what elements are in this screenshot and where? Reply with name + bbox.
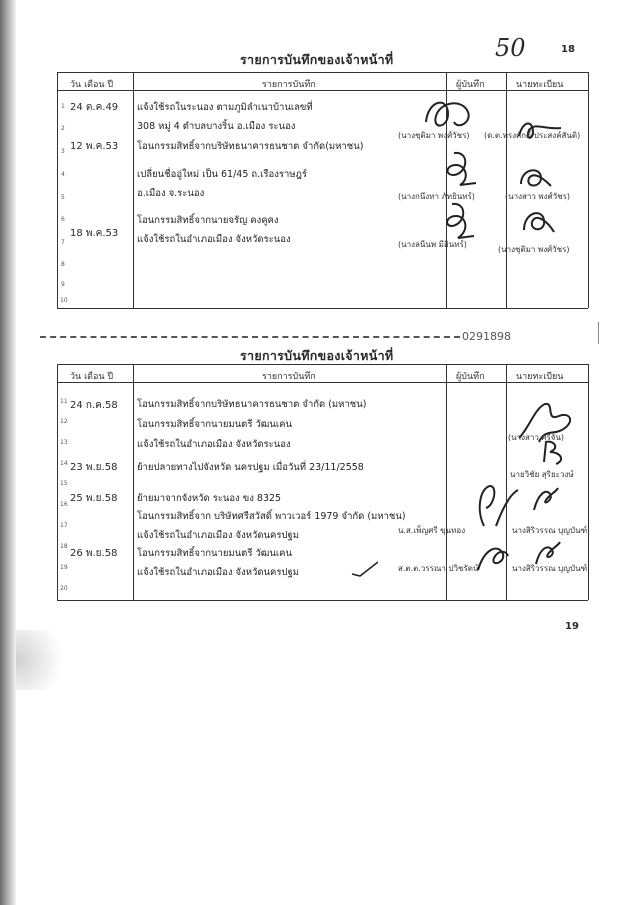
top-header-recorder: ผู้บันทึก bbox=[456, 80, 485, 90]
bottom-entry-line: แจ้งใช้รถในอำเภอเมือง จังหวัดนครปฐม bbox=[137, 567, 299, 578]
bottom-entry-line: แจ้งใช้รถในอำเภอเมือง จังหวัดระนอง bbox=[137, 439, 291, 450]
bottom-table-header-border bbox=[57, 382, 588, 383]
bottom-header-date: วัน เดือน ปี bbox=[70, 372, 114, 382]
bottom-table-divider-1 bbox=[133, 364, 134, 600]
recorder-name: (นางชุติมา พงศ์วัชร) bbox=[398, 131, 470, 140]
registrar-signature-2 bbox=[515, 162, 555, 192]
top-entry-line: แจ้งใช้รถในระนอง ตามภูมิลำเนาบ้านเลขที่ bbox=[137, 102, 313, 113]
serial-stamp: 0291898 bbox=[462, 330, 511, 343]
top-table-divider-1 bbox=[133, 72, 134, 308]
registrar-name: (นางชุติมา พงศ์วัชร) bbox=[498, 245, 570, 254]
bottom-header-recorder: ผู้บันทึก bbox=[456, 372, 485, 382]
bottom-header-entry: รายการบันทึก bbox=[262, 372, 316, 382]
registrar-name: นางสิริวรรณ บุญบันฑ์ bbox=[512, 564, 588, 573]
bottom-table-right-border bbox=[588, 364, 589, 600]
recorder-name: (นางลนีนพ มีอินทร์) bbox=[398, 240, 467, 249]
top-table-left-border bbox=[57, 72, 58, 308]
row-number: 3 bbox=[61, 148, 65, 155]
row-number: 14 bbox=[60, 460, 68, 467]
sheet-edge-mark bbox=[598, 322, 599, 344]
row-number: 9 bbox=[61, 281, 65, 288]
bottom-date-4: 26 พ.ย.58 bbox=[70, 548, 118, 559]
bottom-entry-line: โอนกรรมสิทธิ์จากนายมนตรี วัฒนเคน bbox=[137, 419, 292, 430]
top-header-registrar: นายทะเบียน bbox=[516, 80, 564, 90]
top-entry-line: เปลี่ยนชื่ออู่ใหม่ เป็น 61/45 ถ.เรืองราษฎร์ bbox=[137, 169, 308, 180]
top-date-1: 24 ต.ค.49 bbox=[70, 102, 119, 113]
top-table-header-border bbox=[57, 90, 588, 91]
row-number: 5 bbox=[61, 194, 65, 201]
bottom-page-number: 19 bbox=[565, 621, 579, 632]
row-number: 6 bbox=[61, 216, 65, 223]
top-header-date: วัน เดือน ปี bbox=[70, 80, 114, 90]
bottom-table-top-border bbox=[57, 364, 588, 365]
top-table-top-border bbox=[57, 72, 588, 73]
bottom-header-registrar: นายทะเบียน bbox=[516, 372, 564, 382]
row-number: 10 bbox=[60, 297, 68, 304]
top-table-right-border bbox=[588, 72, 589, 308]
scan-shadow-blot bbox=[16, 630, 76, 690]
bottom-sheet-title: รายการบันทึกของเจ้าหน้าที่ bbox=[240, 348, 394, 363]
scan-edge-shadow bbox=[0, 0, 16, 905]
top-handwritten-number: 50 bbox=[495, 34, 526, 62]
top-date-3: 18 พ.ค.53 bbox=[70, 228, 119, 239]
row-number: 4 bbox=[61, 171, 65, 178]
row-number: 7 bbox=[61, 239, 65, 246]
registrar-signature-3 bbox=[518, 204, 558, 238]
row-number: 16 bbox=[60, 501, 68, 508]
row-number: 13 bbox=[60, 439, 68, 446]
top-entry-line: อ.เมือง จ.ระนอง bbox=[137, 188, 205, 199]
recorder-name: (นางกนึงทา ภัทยินทร์) bbox=[398, 192, 475, 201]
registrar-name: (นางสาว ศรีจัน) bbox=[508, 433, 565, 442]
top-header-entry: รายการบันทึก bbox=[262, 80, 316, 90]
row-number: 17 bbox=[60, 522, 68, 529]
top-entry-line: 308 หมู่ 4 ตำบลบางริ้น อ.เมือง ระนอง bbox=[137, 121, 296, 132]
bottom-entry-line: ย้ายปลายทางไปจังหวัด นครปฐม เมื่อวันที่ 23/11/2558 bbox=[137, 462, 364, 473]
registrar-signature-6 bbox=[530, 484, 562, 514]
registrar-name: นายวิชัย สุริยะวงษ์ bbox=[510, 470, 574, 479]
bottom-entry-line: โอนกรรมสิทธิ์จากบริษัทธนาคารธนชาต จำกัด (มหาชน) bbox=[137, 399, 367, 410]
recorder-name: ส.ต.ต.วรรณา ปวิชรัตน์ bbox=[398, 564, 479, 573]
recorder-signature-2 bbox=[440, 145, 480, 191]
bottom-date-2: 23 พ.ย.58 bbox=[70, 462, 118, 473]
row-number: 19 bbox=[60, 564, 68, 571]
bottom-table-left-border bbox=[57, 364, 58, 600]
tick-mark bbox=[350, 558, 380, 578]
registrar-name: นางสิริวรรณ บุญบันฑ์ bbox=[512, 526, 588, 535]
row-number: 1 bbox=[61, 103, 65, 110]
bottom-entry-line: ย้ายมาจากจังหวัด ระนอง ขง 8325 bbox=[137, 493, 282, 504]
bottom-entry-line: แจ้งใช้รถในอำเภอเมือง จังหวัดนครปฐม bbox=[137, 530, 299, 541]
bottom-entry-line: โอนกรรมสิทธิ์จาก บริษัทศรีสวัสดิ์ พาวเวอร์ 1979 จำกัด (มหาชน) bbox=[137, 511, 406, 522]
bottom-table-bottom-border bbox=[57, 600, 588, 601]
bottom-date-3: 25 พ.ย.58 bbox=[70, 493, 118, 504]
row-number: 15 bbox=[60, 480, 68, 487]
page-overlap-edge bbox=[40, 336, 460, 338]
row-number: 20 bbox=[60, 585, 68, 592]
row-number: 12 bbox=[60, 418, 68, 425]
top-entry-line: โอนกรรมสิทธิ์จากบริษัทธนาคารธนชาต จำกัด(มหาชน) bbox=[137, 141, 364, 152]
top-page-number: 18 bbox=[561, 44, 575, 55]
row-number: 2 bbox=[61, 125, 65, 132]
recorder-name: น.ส.เพ็ญศรี ขุนทอง bbox=[398, 526, 466, 535]
row-number: 18 bbox=[60, 543, 68, 550]
top-sheet-title: รายการบันทึกของเจ้าหน้าที่ bbox=[240, 52, 394, 67]
bottom-date-1: 24 ก.ค.58 bbox=[70, 400, 118, 411]
row-number: 11 bbox=[60, 398, 68, 405]
registrar-name: (ด.ต.ทรงศักดิ์ ประสงค์สันติ) bbox=[484, 131, 581, 140]
registrar-name: (นางสาว พงศ์วัชร) bbox=[505, 192, 570, 201]
top-entry-line: โอนกรรมสิทธิ์จากนายจรัญ คงคูคง bbox=[137, 215, 279, 226]
top-table-bottom-border bbox=[57, 308, 588, 309]
bottom-entry-line: โอนกรรมสิทธิ์จากนายมนตรี วัฒนเคน bbox=[137, 548, 292, 559]
top-entry-line: แจ้งใช้รถในอำเภอเมือง จังหวัดระนอง bbox=[137, 234, 291, 245]
top-date-2: 12 พ.ค.53 bbox=[70, 141, 119, 152]
row-number: 8 bbox=[61, 261, 65, 268]
